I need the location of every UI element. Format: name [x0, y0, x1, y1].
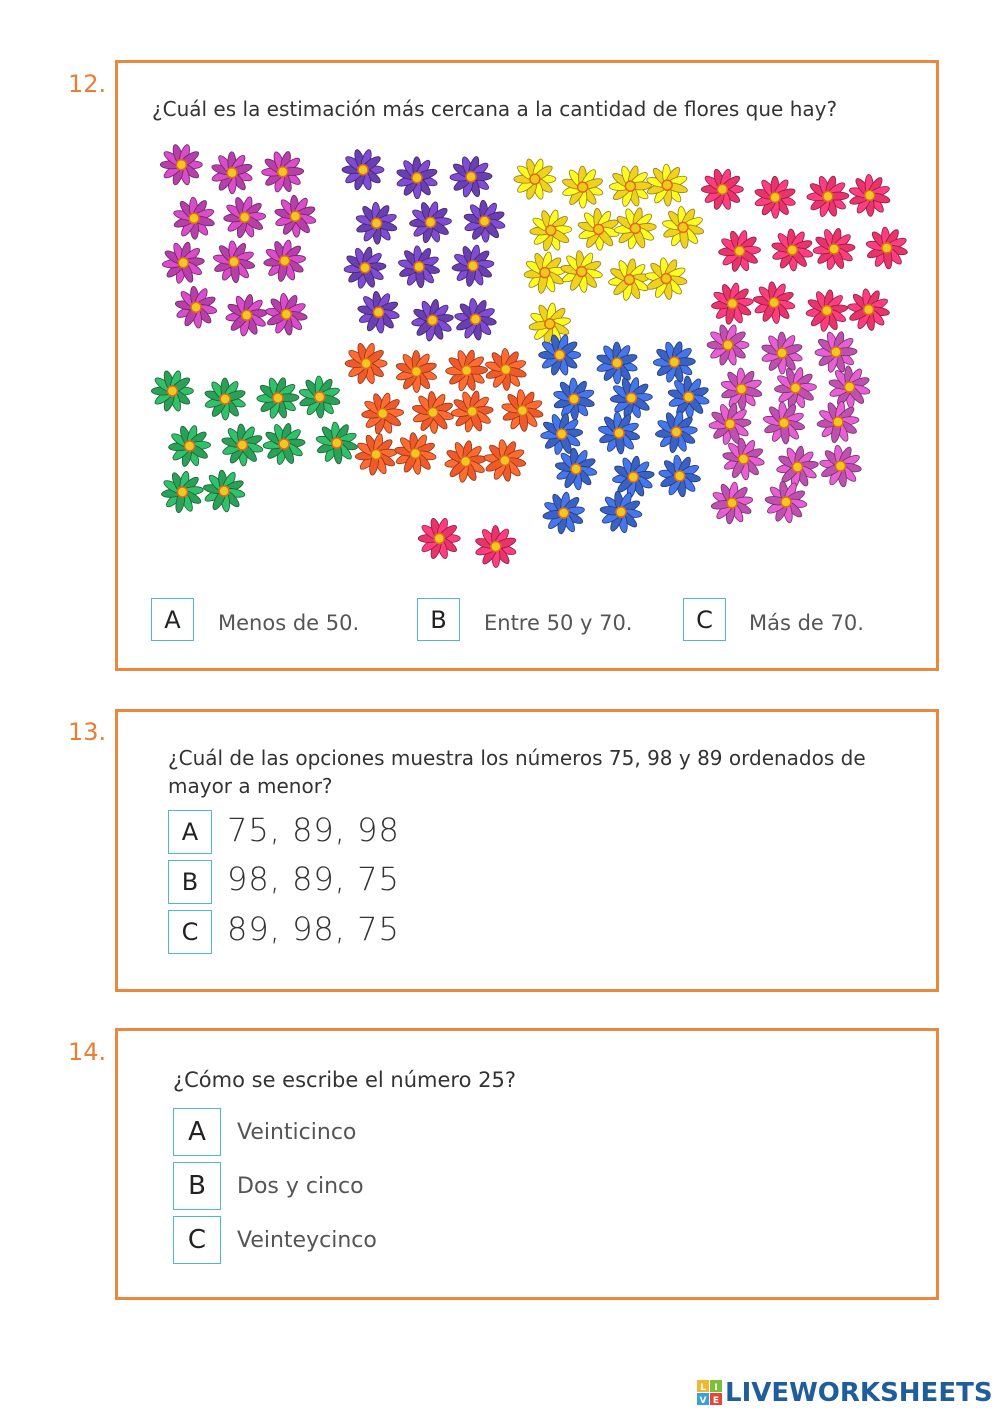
flower-0-10: [225, 294, 268, 337]
flower-6-7: [598, 412, 641, 455]
flower-7-6: [709, 403, 752, 446]
flower-5-1: [395, 350, 437, 392]
flower-7-12: [711, 482, 754, 525]
flower-8-0: [418, 517, 460, 559]
flower-7-2: [815, 331, 857, 374]
logo-letter-l: L: [700, 1383, 706, 1393]
flower-0-1: [211, 152, 253, 194]
flower-4-5: [221, 424, 264, 466]
flower-4-8: [161, 471, 204, 514]
flower-5-6: [451, 390, 494, 433]
flower-4-6: [263, 423, 306, 466]
flower-3-11: [847, 288, 890, 331]
flower-3-6: [813, 228, 856, 271]
flower-5-9: [394, 432, 437, 475]
flower-7-3: [720, 368, 763, 410]
q14-option-c-button[interactable]: C: [173, 1216, 221, 1264]
flower-1-8: [452, 244, 495, 287]
flower-4-9: [203, 470, 246, 513]
flower-2-0: [514, 158, 556, 200]
q12-option-a-text: Menos de 50.: [218, 611, 360, 635]
flower-3-7: [865, 227, 908, 270]
flower-1-11: [454, 298, 497, 341]
flower-1-9: [357, 291, 400, 334]
flower-3-10: [806, 289, 849, 332]
q13-option-a-button[interactable]: A: [168, 810, 212, 854]
flower-4-2: [257, 377, 299, 420]
flower-2-10: [608, 258, 651, 301]
flower-0-0: [160, 144, 202, 186]
flower-0-11: [265, 293, 308, 336]
flower-6-8: [655, 411, 698, 454]
flower-3-1: [754, 176, 796, 218]
flower-4-0: [151, 370, 193, 412]
question-13-text-line2: mayor a menor?: [168, 774, 333, 798]
flower-7-5: [828, 366, 871, 408]
q13-option-c-text: 89, 98, 75: [227, 910, 400, 948]
q14-option-b-button[interactable]: B: [173, 1162, 221, 1210]
flower-1-3: [355, 202, 398, 244]
flower-3-0: [701, 168, 743, 210]
q12-option-c-text: Más de 70.: [749, 611, 864, 635]
flower-5-10: [444, 440, 487, 483]
logo-letter-e: E: [712, 1396, 720, 1406]
flower-3-2: [807, 175, 849, 218]
flower-2-5: [577, 208, 620, 250]
flower-1-2: [450, 155, 492, 198]
q14-option-a-button[interactable]: A: [173, 1108, 221, 1156]
flower-1-7: [398, 245, 441, 288]
flower-4-7: [315, 422, 358, 465]
q13-option-c-button[interactable]: C: [168, 910, 212, 954]
logo-letter-i: I: [714, 1383, 718, 1393]
flower-5-3: [485, 348, 528, 390]
q12-option-b-text: Entre 50 y 70.: [484, 611, 633, 635]
flower-6-5: [667, 376, 710, 418]
question-14-number: 14.: [68, 1038, 107, 1066]
flower-6-12: [542, 492, 585, 535]
flowers-illustration: [118, 135, 908, 580]
flower-2-6: [614, 207, 657, 250]
flower-6-1: [596, 342, 638, 384]
flower-2-1: [561, 166, 603, 208]
flower-6-11: [658, 455, 701, 498]
flower-7-13: [765, 481, 808, 524]
flower-0-4: [223, 196, 265, 239]
flower-7-11: [819, 445, 862, 488]
q14-option-c-text: Veinteycinco: [237, 1228, 377, 1253]
flower-0-2: [262, 150, 304, 193]
flower-0-8: [263, 239, 306, 282]
question-13-number: 13.: [68, 718, 107, 746]
flower-3-9: [753, 281, 796, 324]
flower-3-5: [771, 229, 814, 271]
flower-3-8: [711, 282, 754, 325]
flower-7-7: [763, 402, 806, 445]
flower-1-5: [463, 200, 506, 242]
flower-7-0: [707, 324, 749, 366]
flower-5-0: [345, 342, 387, 384]
flower-6-3: [553, 378, 596, 420]
flower-7-1: [761, 332, 803, 374]
flower-4-4: [168, 425, 210, 468]
question-12-text: ¿Cuál es la estimación más cercana a la cantidad de flores que hay?: [152, 97, 838, 121]
flower-5-11: [484, 439, 527, 482]
flower-1-4: [409, 201, 451, 244]
flower-2-8: [524, 251, 567, 294]
flower-0-3: [173, 197, 216, 239]
question-12-number: 12.: [68, 70, 107, 98]
q13-option-a-text: 75, 89, 98: [227, 811, 400, 849]
flower-3-4: [718, 230, 760, 273]
q12-option-a-button[interactable]: A: [151, 598, 194, 641]
q13-option-b-button[interactable]: B: [168, 860, 212, 904]
question-14-text: ¿Cómo se escribe el número 25?: [173, 1068, 516, 1092]
flower-3-3: [848, 174, 891, 216]
flower-1-1: [396, 157, 438, 199]
flower-7-9: [722, 438, 765, 481]
q14-option-a-text: Veinticinco: [237, 1120, 357, 1145]
flower-0-9: [175, 286, 218, 329]
flower-2-9: [560, 250, 603, 293]
q14-option-b-text: Dos y cinco: [237, 1174, 364, 1199]
logo-letter-v: V: [699, 1396, 707, 1406]
flower-1-0: [342, 149, 384, 191]
question-13-text-line1: ¿Cuál de las opciones muestra los números 75, 98 y 89 ordenados de: [168, 746, 866, 770]
flower-6-13: [600, 491, 643, 534]
flower-8-1: [475, 525, 517, 567]
flower-2-4: [530, 209, 572, 252]
flower-5-4: [361, 392, 403, 435]
q12-option-b-button[interactable]: B: [417, 598, 460, 641]
flower-5-8: [355, 433, 398, 476]
flower-4-3: [298, 376, 341, 418]
flower-0-5: [274, 195, 317, 237]
q12-option-c-button[interactable]: C: [683, 598, 726, 641]
flower-0-6: [162, 241, 205, 284]
flower-6-9: [555, 448, 598, 491]
flower-5-7: [501, 389, 544, 432]
flower-1-6: [344, 246, 387, 289]
flower-4-1: [204, 378, 246, 420]
flower-0-7: [213, 240, 256, 283]
flower-2-11: [645, 257, 688, 300]
liveworksheets-logo-icon: [697, 1380, 723, 1406]
flower-2-2: [609, 165, 651, 208]
flower-1-10: [411, 299, 454, 342]
brand-text: LIVEWORKSHEETS: [725, 1378, 993, 1408]
liveworksheets-brand: [697, 1378, 993, 1408]
flower-7-8: [817, 401, 860, 444]
flower-5-2: [446, 349, 488, 392]
q13-option-b-text: 98, 89, 75: [227, 860, 400, 898]
flower-2-3: [646, 164, 689, 206]
flower-2-7: [662, 206, 705, 249]
flower-5-5: [412, 391, 455, 433]
